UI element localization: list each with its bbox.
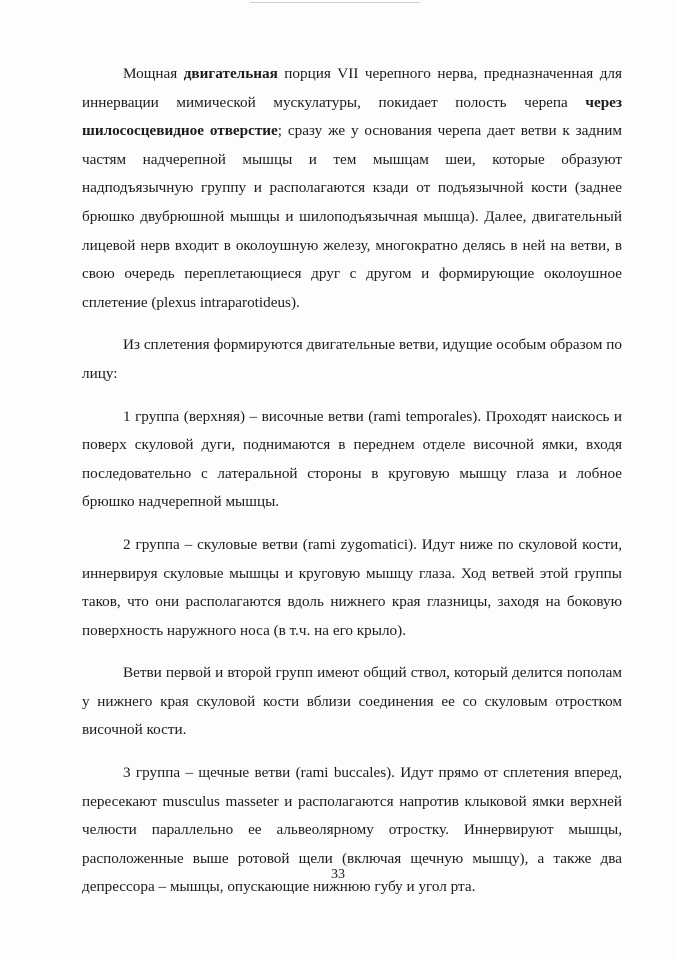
paragraph-1 — [82, 60, 622, 317]
bold-term-foramen: через шилососцевидное отверстие — [82, 93, 622, 140]
paragraph-2: Из сплетения формируются двигательные ветви, идущие особым образом по лицу: — [82, 336, 622, 382]
scan-edge-line — [250, 2, 420, 3]
paragraph-1-text: Мощная — [123, 65, 184, 82]
bold-term-motor: двигательная — [183, 65, 278, 82]
paragraph-5: Ветви первой и второй групп имеют общий ствол, который делится пополам у нижнего края скуловой кости вблизи соединения ее со скуловым отростком височной кости. — [82, 664, 622, 739]
paragraph-1-text-end: ; сразу же у основания черепа дает ветви к задним частям надчерепной мышцы и тем мышцам шеи, которые образуют надподъязычную группу и располагаются кзади от подъязычной кости (заднее брюшко двубрюшной мышцы и шилоподъязычная мышца). Далее, двигательный лицевой нерв входит в околоушную железу, многократно делясь в ней на ветви, в свою очередь переплетающиеся друг с другом и формирующие околоушное сплетение (plexus intraparotideus). — [82, 122, 622, 311]
document-body — [82, 60, 622, 902]
page-number: 33 — [331, 867, 345, 882]
paragraph-6: 3 группа – щечные ветви (rami buccales). Идут прямо от сплетения вперед, пересекают musculus masseter и располагаются напротив клыковой ямки верхней челюсти параллельно ее альвеолярному отростку. Иннервируют мышцы, расположенные выше ротовой щели (включая щечную мышцу), а также два депрессора – мышцы, опускающие нижнюю губу и угол рта. — [82, 764, 622, 896]
paragraph-3: 1 группа (верхняя) – височные ветви (rami temporales). Проходят наискось и поверх скуловой дуги, поднимаются в переднем отделе височной ямки, входя последовательно с латеральной стороны в круговую мышцу глаза и лобное брюшко надчерепной мышцы. — [82, 407, 622, 511]
paragraph-4: 2 группа – скуловые ветви (rami zygomatici). Идут ниже по скуловой кости, иннервируя скуловые мышцы и круговую мышцу глаза. Ход ветвей этой группы таков, что они располагаются вдоль нижнего края глазницы, заходя на боковую поверхность наружного носа (в т.ч. на его крыло). — [82, 535, 622, 639]
paragraph-1-text-mid: порция VII черепного нерва, предназначенная для иннервации мимической мускулатуры, покидает полость черепа — [82, 65, 622, 111]
